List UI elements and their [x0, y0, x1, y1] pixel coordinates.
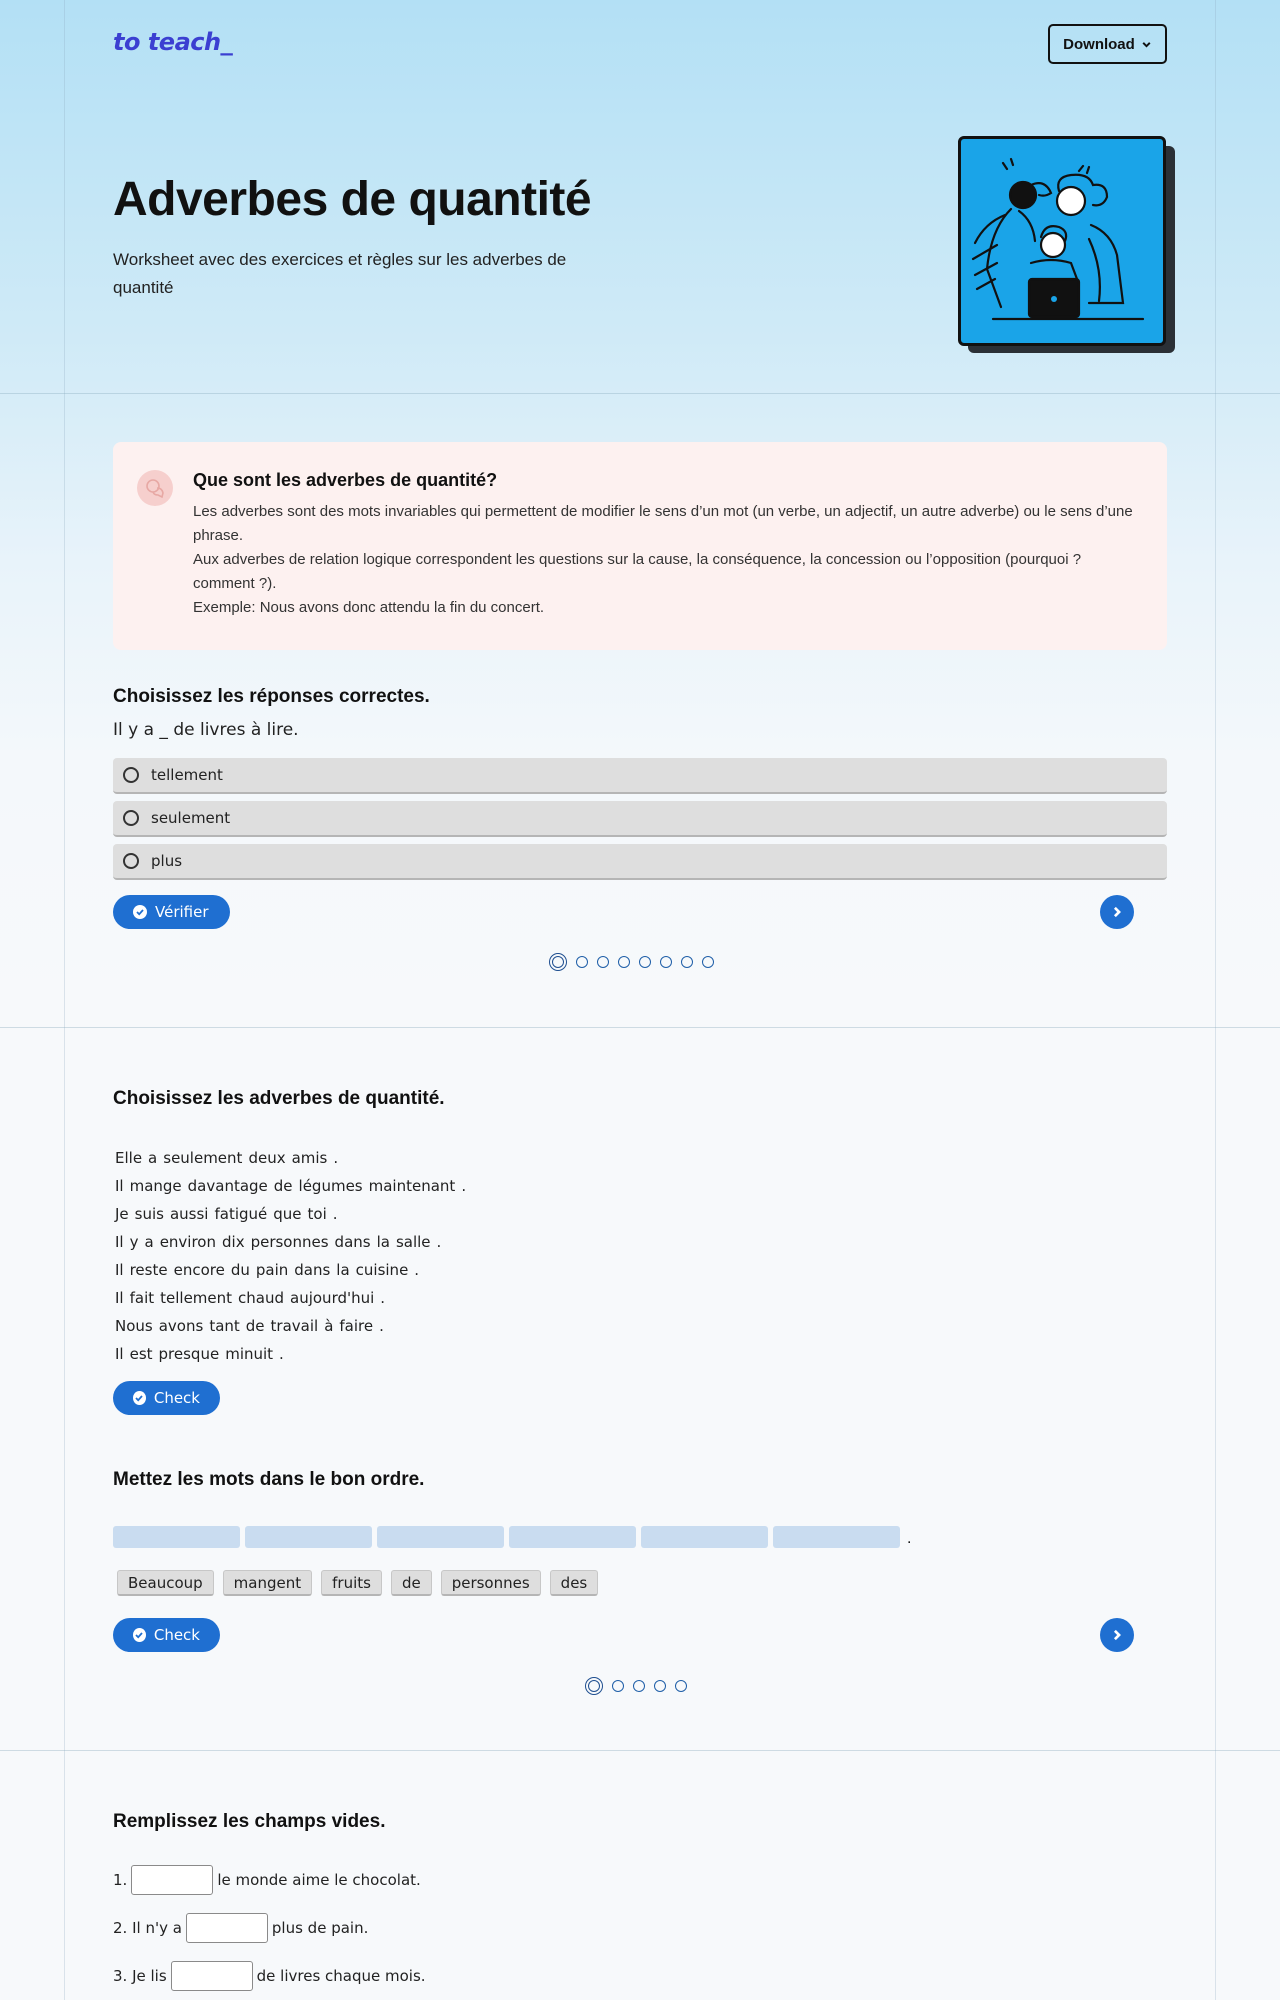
- end-punctuation: .: [907, 1530, 912, 1547]
- selectable-word[interactable]: .: [333, 1149, 339, 1167]
- blank-input[interactable]: [186, 1913, 268, 1943]
- drop-slot[interactable]: [509, 1526, 636, 1548]
- people-at-laptop-illustration: [961, 139, 1163, 343]
- selectable-word[interactable]: dans: [294, 1261, 331, 1279]
- answer-option[interactable]: [113, 758, 1167, 794]
- selectable-word[interactable]: la: [336, 1261, 350, 1279]
- section-divider: [0, 393, 1280, 394]
- drop-slot[interactable]: [245, 1526, 372, 1548]
- next-button[interactable]: [1100, 895, 1134, 929]
- blank-input[interactable]: [171, 1961, 253, 1991]
- info-line: Les adverbes sont des mots invariables qui permettent de modifier le sens d’un mot (un verbe, un adjectif, un autre adverbe) ou le sens d’une phrase.: [193, 503, 1133, 544]
- pagination-dot[interactable]: [660, 956, 672, 968]
- exercise4-title: Remplissez les champs vides.: [113, 1811, 386, 1832]
- check-circle-icon: [133, 905, 147, 919]
- fill-item: [113, 1961, 426, 1991]
- selectable-word[interactable]: toi: [307, 1205, 327, 1223]
- selectable-word[interactable]: est: [129, 1345, 153, 1363]
- selectable-word[interactable]: mange: [129, 1177, 182, 1195]
- exercise3-pagination: [585, 1677, 687, 1695]
- check-button[interactable]: [113, 1618, 220, 1652]
- sentence-list: [115, 1144, 472, 1368]
- selectable-word[interactable]: dans: [334, 1233, 371, 1251]
- sentence-row: [115, 1340, 472, 1368]
- exercise2-title: Choisissez les adverbes de quantité.: [113, 1088, 445, 1109]
- selectable-word[interactable]: à: [324, 1317, 334, 1335]
- selectable-word[interactable]: deux: [248, 1149, 286, 1167]
- exercise3-title: Mettez les mots dans le bon ordre.: [113, 1469, 425, 1490]
- pagination-dot[interactable]: [675, 1680, 687, 1692]
- pagination-dot[interactable]: [654, 1680, 666, 1692]
- selectable-word[interactable]: a: [148, 1149, 158, 1167]
- section-divider: [0, 1027, 1280, 1028]
- hero-illustration: [958, 136, 1175, 353]
- page-title: Adverbes de quantité: [113, 173, 592, 226]
- selectable-word[interactable]: Il: [115, 1177, 124, 1195]
- word-chip[interactable]: Beaucoup: [117, 1570, 214, 1596]
- pagination-dot[interactable]: [633, 1680, 645, 1692]
- radio-button[interactable]: [123, 767, 139, 783]
- info-title: Que sont les adverbes de quantité?: [193, 470, 498, 490]
- pagination-dot[interactable]: [597, 956, 609, 968]
- drop-slot[interactable]: [377, 1526, 504, 1548]
- selectable-word[interactable]: y: [129, 1233, 139, 1251]
- selectable-word[interactable]: davantage: [187, 1177, 268, 1195]
- answer-slots: [113, 1526, 911, 1548]
- option-label: seulement: [151, 809, 231, 827]
- pagination-dot[interactable]: [618, 956, 630, 968]
- word-chips: [117, 1570, 598, 1596]
- info-box: [113, 442, 1167, 650]
- sentence-row: [115, 1312, 472, 1340]
- grid-line: [64, 0, 65, 2000]
- selectable-word[interactable]: Nous: [115, 1317, 153, 1335]
- info-line: Exemple: Nous avons donc attendu la fin du concert.: [193, 599, 545, 616]
- selectable-word[interactable]: chaud: [238, 1289, 285, 1307]
- answer-option[interactable]: [113, 801, 1167, 837]
- site-header: [113, 22, 1167, 66]
- selectable-word[interactable]: personnes: [250, 1233, 329, 1251]
- blank-input[interactable]: [131, 1865, 213, 1895]
- drop-slot[interactable]: [641, 1526, 768, 1548]
- grid-line: [1215, 0, 1216, 2000]
- selectable-word[interactable]: salle: [395, 1233, 431, 1251]
- section-divider: [0, 1750, 1280, 1751]
- word-chip[interactable]: mangent: [223, 1570, 312, 1596]
- selectable-word[interactable]: reste: [129, 1261, 168, 1279]
- selectable-word[interactable]: seulement: [163, 1149, 243, 1167]
- sentence-row: [115, 1144, 472, 1172]
- word-chip[interactable]: de: [391, 1570, 432, 1596]
- chevron-right-icon: [1110, 905, 1124, 919]
- selectable-word[interactable]: Il: [115, 1289, 124, 1307]
- selectable-word[interactable]: a: [144, 1233, 154, 1251]
- selectable-word[interactable]: maintenant: [368, 1177, 456, 1195]
- fill-before: 2. Il n'y a: [113, 1919, 182, 1937]
- selectable-word[interactable]: fait: [129, 1289, 155, 1307]
- selectable-word[interactable]: avons: [158, 1317, 204, 1335]
- verify-label: Vérifier: [155, 903, 209, 921]
- chevron-down-icon: [1141, 39, 1152, 50]
- selectable-word[interactable]: Il: [115, 1233, 124, 1251]
- pagination-dot[interactable]: [612, 1680, 624, 1692]
- selectable-word[interactable]: .: [414, 1261, 420, 1279]
- check-circle-icon: [133, 1628, 146, 1642]
- speech-bubble-icon: [137, 470, 173, 506]
- chevron-right-icon: [1110, 1628, 1124, 1642]
- option-label: tellement: [151, 766, 223, 784]
- word-chip[interactable]: personnes: [441, 1570, 541, 1596]
- pagination-dot[interactable]: [549, 953, 567, 971]
- check-circle-icon: [133, 1391, 146, 1405]
- selectable-word[interactable]: minuit: [225, 1345, 274, 1363]
- info-text: [193, 500, 1143, 620]
- selectable-word[interactable]: Je: [115, 1205, 129, 1223]
- sentence-row: [115, 1256, 472, 1284]
- site-logo[interactable]: to teach_: [113, 28, 233, 56]
- selectable-word[interactable]: dix: [222, 1233, 245, 1251]
- pagination-dot[interactable]: [702, 956, 714, 968]
- exercise1-title: Choisissez les réponses correctes.: [113, 686, 430, 707]
- download-label: Download: [1063, 35, 1135, 53]
- selectable-word[interactable]: pain: [255, 1261, 289, 1279]
- pagination-dot[interactable]: [585, 1677, 603, 1695]
- drop-slot[interactable]: [113, 1526, 240, 1548]
- selectable-word[interactable]: amis: [291, 1149, 328, 1167]
- selectable-word[interactable]: .: [436, 1233, 442, 1251]
- selectable-word[interactable]: de: [245, 1317, 265, 1335]
- check-button[interactable]: [113, 1381, 220, 1415]
- selectable-word[interactable]: tellement: [160, 1289, 233, 1307]
- word-chip[interactable]: fruits: [321, 1570, 382, 1596]
- selectable-word[interactable]: légumes: [298, 1177, 363, 1195]
- pagination-dot[interactable]: [576, 956, 588, 968]
- option-label: plus: [151, 852, 183, 870]
- selectable-word[interactable]: fatigué: [214, 1205, 268, 1223]
- sentence-row: [115, 1200, 472, 1228]
- fill-item: [113, 1913, 368, 1943]
- selectable-word[interactable]: Elle: [115, 1149, 143, 1167]
- pagination-dot[interactable]: [639, 956, 651, 968]
- selectable-word[interactable]: Il: [115, 1345, 124, 1363]
- fill-before: 3. Je lis: [113, 1967, 167, 1985]
- selectable-word[interactable]: .: [379, 1317, 384, 1335]
- selectable-word[interactable]: du: [230, 1261, 250, 1279]
- radio-button[interactable]: [123, 810, 139, 826]
- word-chip[interactable]: des: [550, 1570, 599, 1596]
- exercise1-pagination: [549, 953, 714, 971]
- fill-after: le monde aime le chocolat.: [217, 1871, 421, 1889]
- info-line: Aux adverbes de relation logique correspondent les questions sur la cause, la conséquence, la concession ou l’opposition (pourquoi ? comment ?).: [193, 551, 1082, 592]
- selectable-word[interactable]: de: [273, 1177, 293, 1195]
- selectable-word[interactable]: Il: [115, 1261, 124, 1279]
- answer-option[interactable]: [113, 844, 1167, 880]
- selectable-word[interactable]: presque: [158, 1345, 220, 1363]
- selectable-word[interactable]: cuisine: [355, 1261, 409, 1279]
- selectable-word[interactable]: faire: [339, 1317, 374, 1335]
- check-label: Check: [153, 1389, 200, 1407]
- sentence-row: [115, 1284, 472, 1312]
- sentence-row: [115, 1228, 472, 1256]
- selectable-word[interactable]: .: [332, 1205, 338, 1223]
- selectable-word[interactable]: aujourd'hui: [290, 1289, 375, 1307]
- verify-button[interactable]: [113, 895, 230, 929]
- selectable-word[interactable]: travail: [270, 1317, 319, 1335]
- selectable-word[interactable]: .: [279, 1345, 284, 1363]
- pagination-dot[interactable]: [681, 956, 693, 968]
- selectable-word[interactable]: .: [461, 1177, 467, 1195]
- fill-before: 1.: [113, 1871, 128, 1889]
- page-subtitle: Worksheet avec des exercices et règles sur les adverbes de quantité: [113, 250, 567, 297]
- fill-after: plus de pain.: [271, 1919, 369, 1937]
- selectable-word[interactable]: .: [380, 1289, 386, 1307]
- selectable-word[interactable]: aussi: [169, 1205, 209, 1223]
- selectable-word[interactable]: suis: [134, 1205, 164, 1223]
- selectable-word[interactable]: que: [273, 1205, 302, 1223]
- drop-slot[interactable]: [773, 1526, 900, 1548]
- fill-after: de livres chaque mois.: [256, 1967, 426, 1985]
- exercise1-question: Il y a _ de livres à lire.: [113, 720, 299, 740]
- radio-button[interactable]: [123, 853, 139, 869]
- selectable-word[interactable]: environ: [159, 1233, 216, 1251]
- next-button[interactable]: [1100, 1618, 1134, 1652]
- selectable-word[interactable]: tant: [209, 1317, 240, 1335]
- check-label: Check: [153, 1626, 200, 1644]
- selectable-word[interactable]: la: [376, 1233, 390, 1251]
- download-button[interactable]: [1048, 24, 1167, 64]
- selectable-word[interactable]: encore: [173, 1261, 225, 1279]
- sentence-row: [115, 1172, 472, 1200]
- fill-item: [113, 1865, 421, 1895]
